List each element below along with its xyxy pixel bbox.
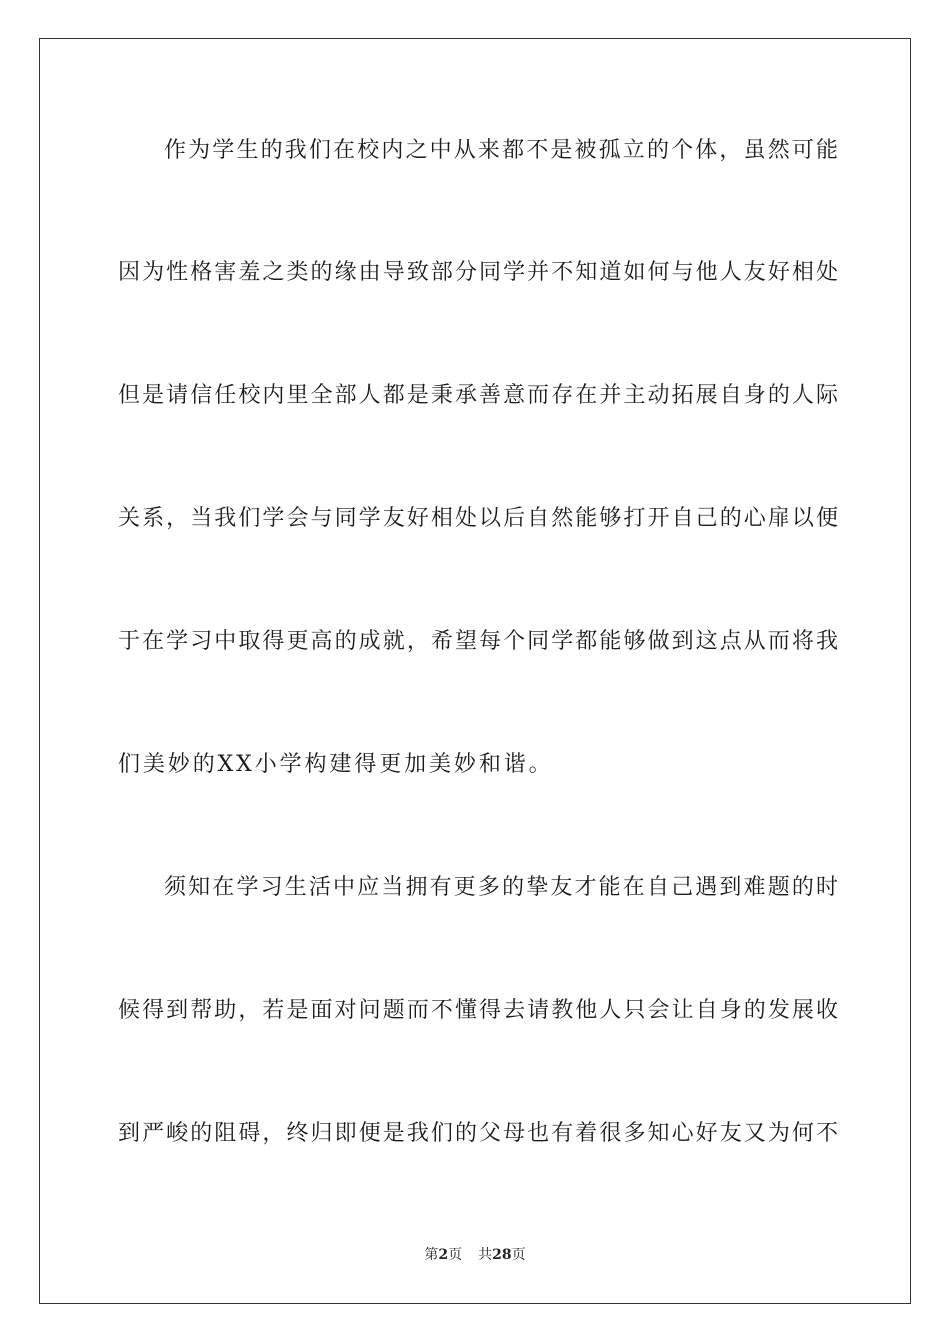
paragraph-line: 作为学生的我们在校内之中从来都不是被孤立的个体，虽然可能: [164, 138, 838, 163]
paragraph-line: 们美妙的XX小学构建得更加美妙和谐。: [118, 752, 554, 777]
paragraph-line: 候得到帮助，若是面对问题而不懂得去请教他人只会让自身的发展收: [118, 998, 838, 1023]
paragraph-line: 因为性格害羞之类的缘由导致部分同学并不知道如何与他人友好相处: [118, 260, 838, 285]
footer-total-prefix: 共: [478, 1247, 493, 1263]
paragraph-line: 到严峻的阻碍，终归即便是我们的父母也有着很多知心好友又为何不: [118, 1121, 838, 1146]
footer-page-suffix: 页: [448, 1247, 463, 1263]
paragraph-line: 须知在学习生活中应当拥有更多的挚友才能在自己遇到难题的时: [164, 875, 838, 900]
page-border: [39, 38, 911, 1304]
footer-page-number: 2: [438, 1247, 449, 1263]
footer-page-prefix: 第: [424, 1247, 439, 1263]
footer-total-pages: 28: [492, 1247, 512, 1263]
footer-total-suffix: 页: [511, 1247, 526, 1263]
page-footer: [0, 1244, 950, 1264]
paragraph-line: 于在学习中取得更高的成就，希望每个同学都能够做到这点从而将我: [118, 629, 838, 654]
paragraph-line: 关系，当我们学会与同学友好相处以后自然能够打开自己的心扉以便: [118, 506, 838, 531]
paragraph-line: 但是请信任校内里全部人都是秉承善意而存在并主动拓展自身的人际: [118, 383, 838, 408]
